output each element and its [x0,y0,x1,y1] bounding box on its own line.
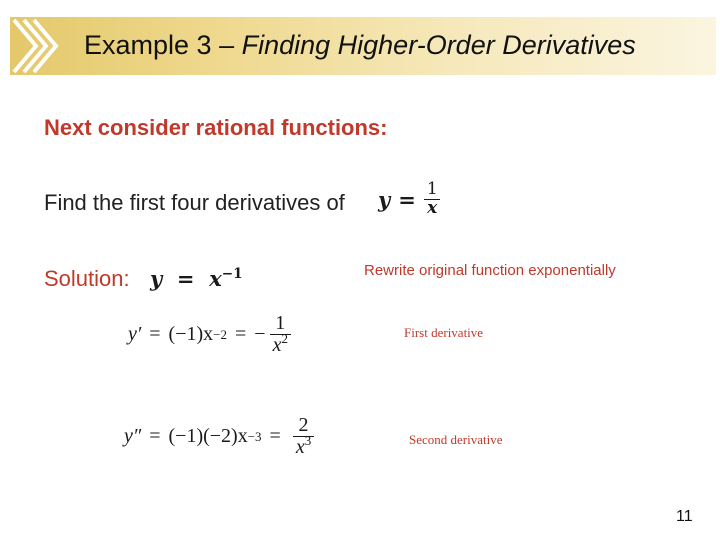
slide-title-plain: Example 3 – [84,30,242,60]
prompt-equation [378,181,441,218]
d2-middle: (−1)(−2)x [168,425,248,447]
d2-lhs: y″ [124,425,142,447]
prompt-fraction [424,181,441,218]
second-derivative-note: Second derivative [409,432,503,447]
rewrite-lhs: y [150,266,163,291]
first-derivative-note: First derivative [404,325,484,340]
d1-denominator: $x^2$ [270,334,291,356]
d1-numerator: 1 [275,312,286,334]
slide-title-italic: Finding Higher-Order Derivatives [241,30,636,60]
rewrite-equation [150,266,243,291]
d2-numerator: 2 [298,414,309,436]
slide-title [84,30,636,61]
chevron-right-icon [12,18,60,74]
prompt-lhs: y [378,186,391,212]
prompt-numerator: 1 [426,179,438,199]
d1-middle: (−1)x [168,323,214,345]
rewrite-exponent: −1 [221,265,243,282]
equals-sign: = [176,266,195,291]
section-heading: Next consider rational functions: [44,115,388,140]
equals-sign: = [398,186,416,212]
d1-lhs: y′ [128,323,142,345]
solution-label: Solution: [44,266,130,291]
problem-prompt: Find the first four derivatives of [44,190,345,215]
second-derivative-equation: y″ = (−1)(−2)x −3 = $\frac{2}{x^3}$ [124,415,314,458]
first-derivative-equation: y′ = (−1)x −2 = − $\frac{1}{x^2}$ [128,313,291,356]
rewrite-note: Rewrite original function exponentially [364,262,616,279]
d2-fraction [293,415,314,458]
d1-fraction [270,313,291,356]
prompt-denominator: x [424,199,440,218]
page-number: 11 [676,508,693,525]
d2-denominator: $x^3$ [293,436,314,458]
rewrite-base: x [209,266,222,291]
